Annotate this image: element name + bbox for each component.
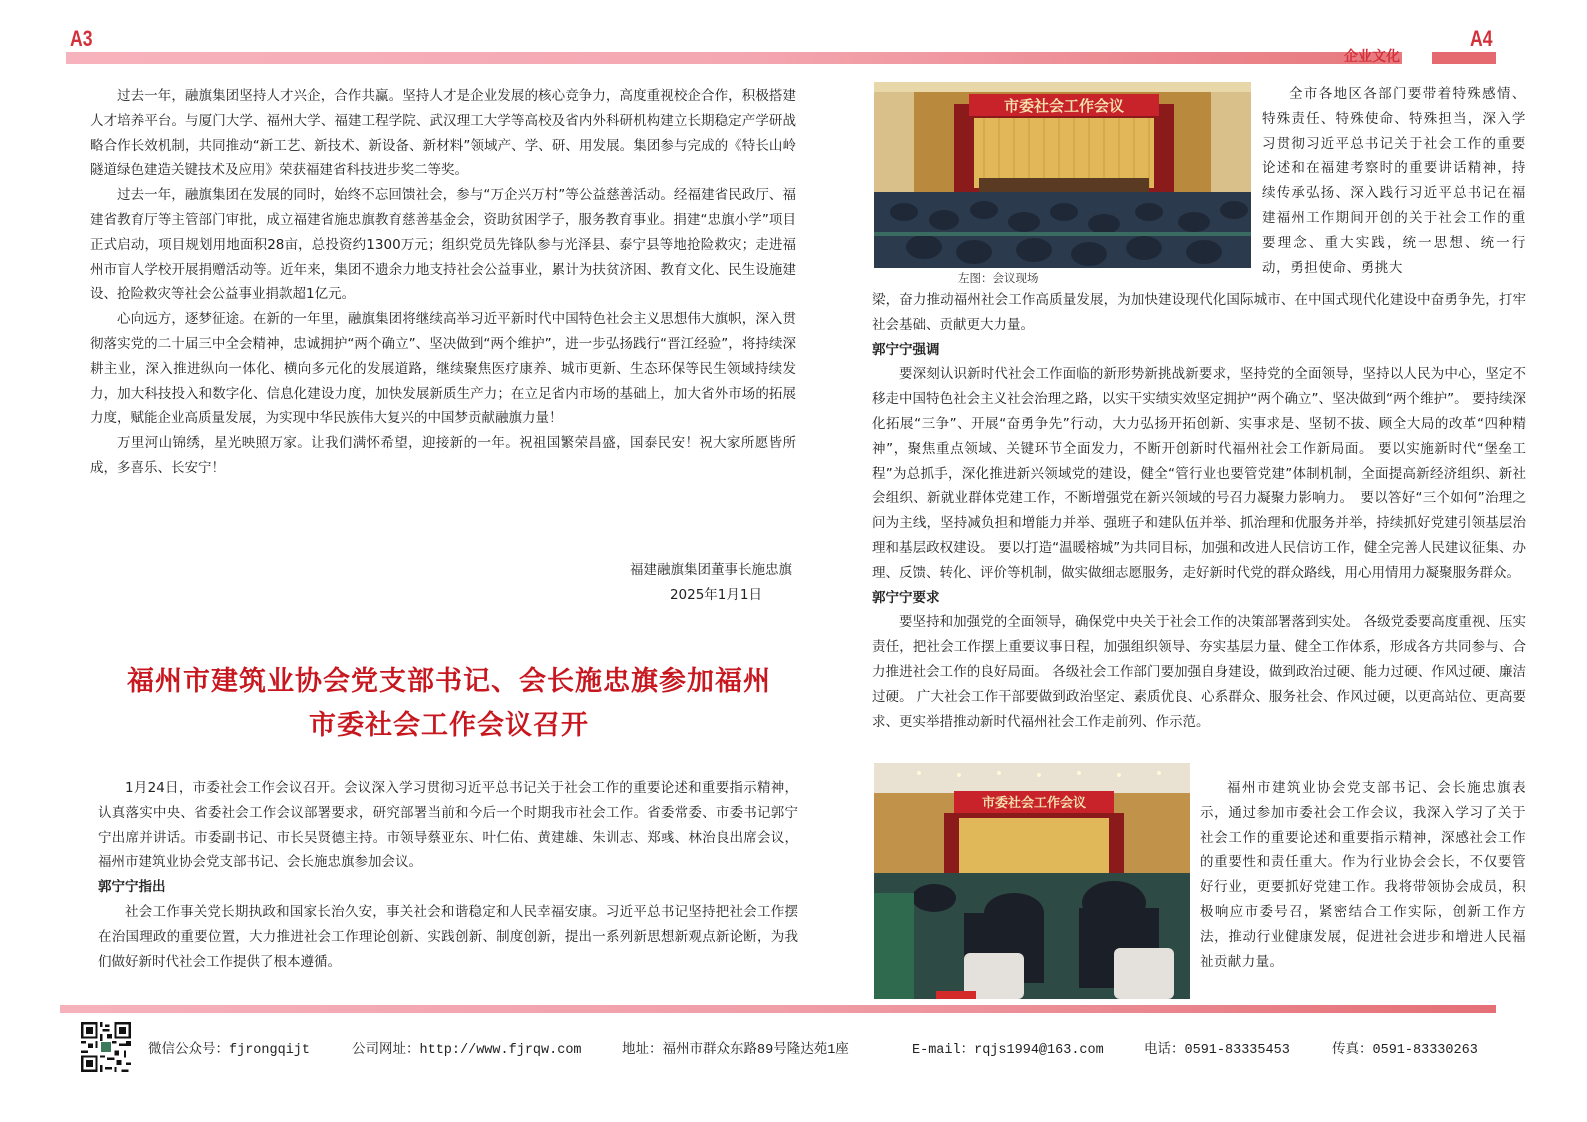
page-number-right: A4 — [1470, 26, 1493, 51]
qr-code-icon — [80, 1022, 132, 1072]
article-paragraph-continued: 梁，奋力推动福州社会工作高质量发展，为加快建设现代化国际城市、在中国式现代化建设中奋勇争先，打牢社会基础、贡献更大力量。 — [872, 292, 1526, 333]
photo-banner-text: 市委社会工作会议 — [1003, 97, 1125, 115]
photo-banner-text: 市委社会工作会议 — [981, 796, 1087, 811]
meeting-photo-2 — [874, 763, 1190, 999]
letter-date: 2025年1月1日 — [669, 587, 762, 603]
footer-phone: 电话：0591-83335453 — [1144, 1043, 1290, 1058]
article-paragraph: 社会工作事关党长期执政和国家长治久安，事关社会和谐稳定和人民幸福安康。习近平总书记坚持把社会工作摆在治国理政的重要位置，大力推进社会工作理论创新、实践创新、制度创新，提出一系列新思想新观点新论断，为我们做好新时代社会工作提供了根本遵循。 — [98, 903, 798, 970]
section-heading: 郭宁宁强调 — [872, 341, 940, 358]
article-body-left — [98, 776, 798, 974]
letter-body — [90, 84, 796, 481]
letter-paragraph: 过去一年，融旗集团在发展的同时，始终不忘回馈社会，参与“万企兴万村”等公益慈善活动。经福建省民政厅、福建省教育厅等主管部门审批，成立福建省施忠旗教育慈善基金会，资助贫困学子，服务教育事业。捐建“忠旗小学”项目正式启动，项目规划用地面积28亩，总投资约1300万元；组织党员先锋队参与光泽县、泰宁县等地抢险救灾；走进福州市盲人学校开展捐赠活动等。近年来，集团不遗余力地支持社会公益事业，累计为扶贫济困、教育文化、民生设施建设、抢险救灾等社会公益事业捐款超1亿元。 — [90, 187, 796, 303]
section-heading: 郭宁宁指出 — [98, 879, 166, 896]
headline-line-2: 市委社会工作会议召开 — [309, 710, 589, 741]
footer-divider-bar — [60, 1005, 1496, 1013]
photo-caption: 左图：会议现场 — [958, 271, 1039, 285]
article-paragraph: 福州市建筑业协会党支部书记、会长施忠旗表示，通过参加市委社会工作会议，我深入学习了关于社会工作的重要论述和重要指示精神，深感社会工作的重要性和责任重大。作为行业协会会长，不仅要管好行业，更要抓好党建工作。我将带领协会成员，积极响应市委号召，紧密结合工作实际，创新工作方法，推动行业健康发展，促进社会进步和增进人民福祉贡献力量。 — [1200, 780, 1526, 970]
header-divider-bar-right — [1432, 52, 1496, 64]
article-intro: 1月24日，市委社会工作会议召开。会议深入学习贯彻习近平总书记关于社会工作的重要论述和重要指示精神，认真落实中央、省委社会工作会议部署要求，研究部署当前和今后一个时期我市社会工作。省委常委、市委书记郭宁宁出席并讲话。市委副书记、市长吴贤德主持。市领导蔡亚东、叶仁佑、黄建雄、朱训志、郑彧、林治良出席会议，福州市建筑业协会党支部书记、会长施忠旗参加会议。 — [98, 780, 798, 871]
section-heading: 郭宁宁要求 — [872, 589, 940, 606]
article-paragraph: 全市各地区各部门要带着特殊感情、特殊责任、特殊使命、特殊担当，深入学习贯彻习近平总书记关于社会工作的重要论述和在福建考察时的重要讲话精神，持续传承弘扬、深入践行习近平总书记在福建福州工作期间开创的关于社会工作的重要理念、重大实践，统一思想、统一行动，勇担使命、勇挑大 — [1262, 86, 1526, 276]
header-divider-bar — [66, 52, 1402, 64]
article-closing — [1200, 776, 1526, 974]
letter-paragraph: 心向远方，逐梦征途。在新的一年里，融旗集团将继续高举习近平新时代中国特色社会主义思想伟大旗帜，深入贯彻落实党的二十届三中全会精神，忠诚拥护“两个确立”、坚决做到“两个维护”，进一步弘扬践行“晋江经验”，将持续深耕主业，深入推进纵向一体化、横向多元化的发展道路，继续聚焦医疗康养、城市更新、生态环保等民生领域持续发力，加大科技投入和数字化、信息化建设力度，加快发展新质生产力；在立足省内市场的基础上，加大省外市场的拓展力度，赋能企业高质量发展，为实现中华民族伟大复兴的中国梦贡献融旗力量！ — [90, 311, 796, 427]
footer-email-link[interactable]: E-mail：rqjs1994@163.com — [912, 1043, 1104, 1058]
section-title: 企业文化 — [1344, 49, 1400, 65]
letter-signature: 福建融旗集团董事长施忠旗 — [630, 562, 792, 578]
article-body-right-top — [1262, 82, 1526, 280]
letter-paragraph: 万里河山锦绣，星光映照万家。让我们满怀希望，迎接新的一年。祝祖国繁荣昌盛，国泰民安！祝大家所愿皆所成，多喜乐、长安宁！ — [90, 435, 796, 476]
footer-fax: 传真：0591-83330263 — [1332, 1043, 1478, 1058]
footer-wechat: 微信公众号：fjrongqijt — [148, 1043, 311, 1058]
article-paragraph: 要深刻认识新时代社会工作面临的新形势新挑战新要求，坚持党的全面领导，坚持以人民为中心，坚定不移走中国特色社会主义社会治理之路，以实干实绩实效坚定拥护“两个确立”、坚决做到“两个维护”。 要持续深化拓展“三争”、开展“奋勇争先”行动，大力弘扬开拓创新、实事求是、坚韧不拔、顾全大局的改革“四种精神”，聚焦重点领域、关键环节全面发力，不断开创新时代福州社会工作新局面。 要以实施新时代“堡垒工程”为总抓手，深化推进新兴领域党的建设，健全“管行业也要管党建”体制机制，全面提高新经济组织、新社会组织、新就业群体党建工作，不断增强党在新兴领域的号召力凝聚力影响力。 要以答好“三个如何”治理之问为主线，坚持减负担和增能力并举、强班子和建队伍并举、抓治理和优服务并举，持续抓好党建引领基层治理和基层政权建设。 要以打造“温暖榕城”为共同目标，加强和改进人民信访工作，健全完善人民建议征集、办理、反馈、转化、评价等机制，做实做细志愿服务，走好新时代党的群众路线，用心用情用力凝聚服务群众。 — [872, 366, 1526, 581]
article-paragraph: 要坚持和加强党的全面领导，确保党中央关于社会工作的决策部署落到实处。 各级党委要高度重视、压实责任，把社会工作摆上重要议事日程，加强组织领导、夯实基层力量、健全工作体系，形成各方共同参与、合力推进社会工作的良好局面。 各级社会工作部门要加强自身建设，做到政治过硬、能力过硬、作风过硬、廉洁过硬。 广大社会工作干部要做到政治坚定、素质优良、心系群众、服务社会、作风过硬，以更高站位、更高要求、更实举措推动新时代福州社会工作走前列、作示范。 — [872, 614, 1526, 730]
letter-signature-block — [560, 558, 792, 608]
headline-line-1: 福州市建筑业协会党支部书记、会长施忠旗参加福州 — [127, 666, 771, 697]
footer-website-link[interactable]: 公司网址：http://www.fjrqw.com — [352, 1043, 582, 1058]
meeting-photo-1 — [874, 82, 1251, 268]
article-body-right — [872, 288, 1526, 734]
letter-paragraph: 过去一年，融旗集团坚持人才兴企，合作共赢。坚持人才是企业发展的核心竞争力，高度重视校企合作，积极搭建人才培养平台。与厦门大学、福州大学、福建工程学院、武汉理工大学等高校及省内外科研机构建立长期稳定产学研战略合作长效机制，共同推动“新工艺、新技术、新设备、新材料”领域产、学、研、用发展。集团参与完成的《特长山岭隧道绿色建造关键技术及应用》荣获福建省科技进步奖二等奖。 — [90, 88, 796, 179]
article-headline — [96, 660, 802, 748]
page-number-left: A3 — [70, 26, 93, 51]
footer-address: 地址：福州市群众东路89号隆达苑1座 — [622, 1043, 849, 1058]
